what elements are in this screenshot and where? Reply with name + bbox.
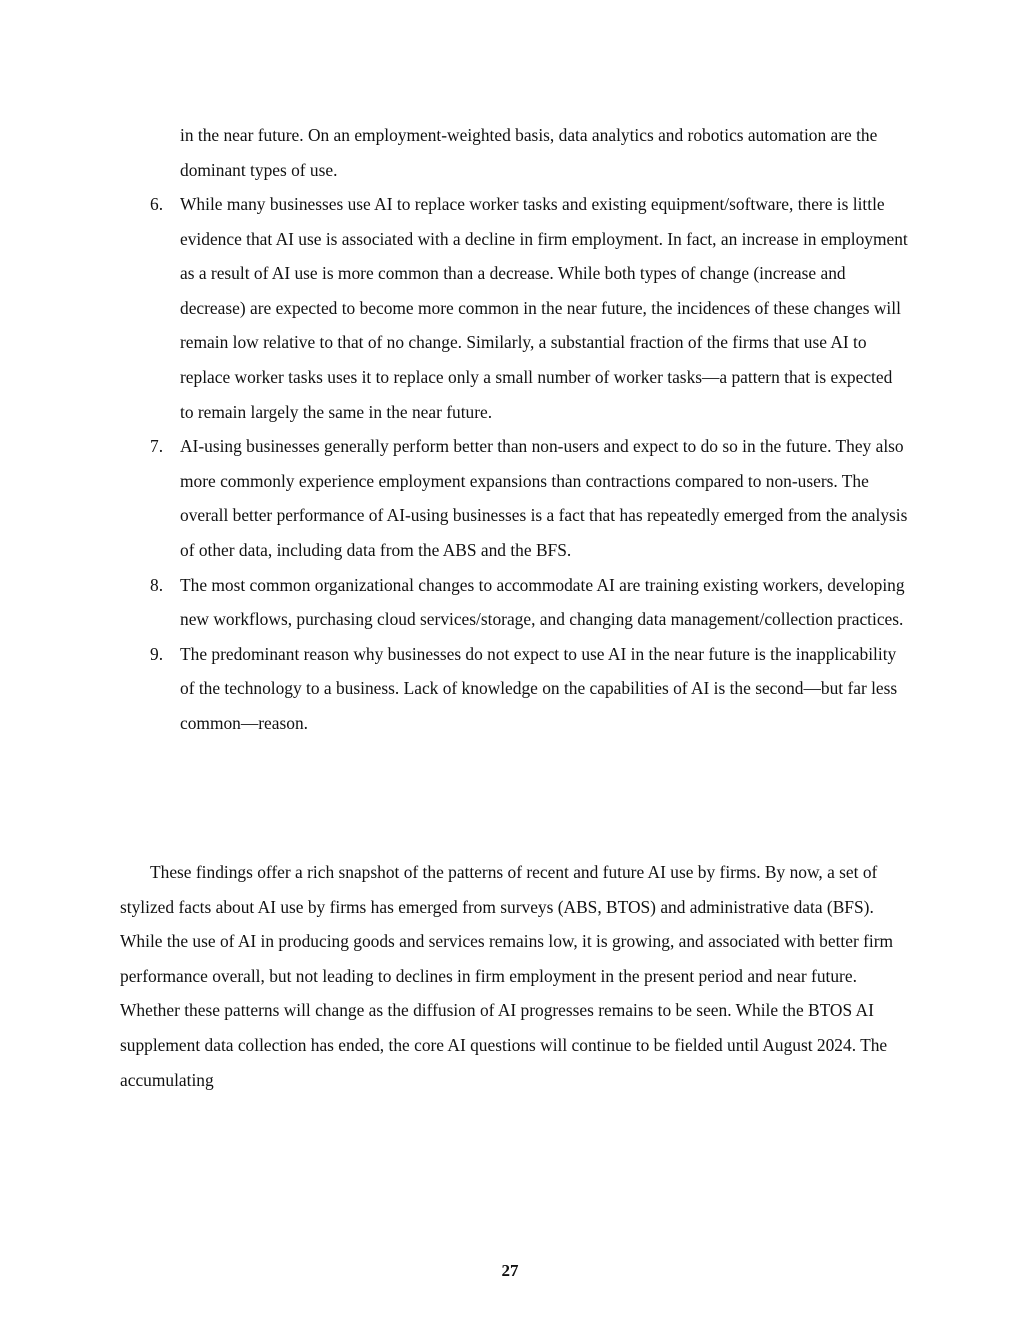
finding-text: While many businesses use AI to replace worker tasks and existing equipment/software, there is little evidence that AI use is associated with a decline in firm employment. In fact, an increase in employment as a result of AI use is more common than a decrease. While both types of change (increase and decrease) are expected to become more common in the near future, the incidences of these changes will remain low relative to that of no change. Similarly, a substantial fraction of the firms that use AI to replace worker tasks uses it to replace only a small number of worker tasks—a pattern that is expected to remain largely the same in the near future. <box>180 194 908 422</box>
finding-text: AI-using businesses generally perform better than non-users and expect to do so in the future. They also more commonly experience employment expansions than contractions compared to non-users. The overall better performance of AI-using businesses is a fact that has repeatedly emerged from the analysis of other data, including data from the ABS and the BFS. <box>180 436 908 560</box>
finding-number: 7. <box>150 436 164 457</box>
findings-list <box>0 187 1020 741</box>
page-number: 27 <box>501 1261 519 1280</box>
finding-text: The predominant reason why businesses do not expect to use AI in the near future is the inapplicability of the technology to a business. Lack of knowledge on the capabilities of AI is the second—but far less common—reason. <box>180 643 898 733</box>
finding-number: 9. <box>150 643 164 664</box>
finding-text: The most common organizational changes to accommodate AI are training existing workers, developing new workflows, purchasing cloud services/storage, and changing data management/collection practices. <box>180 574 905 630</box>
continued-list-item-text: in the near future. On an employment-weighted basis, data analytics and robotics automation are the dominant types of use. <box>180 125 878 180</box>
finding-item-9 <box>0 637 910 741</box>
finding-number: 6. <box>150 194 164 214</box>
finding-item-7 <box>0 429 910 567</box>
finding-number: 8. <box>150 574 164 595</box>
finding-item-8 <box>0 568 910 637</box>
finding-item-6 <box>0 187 910 429</box>
summary-paragraph: These findings offer a rich snapshot of the patterns of recent and future AI use by firms. By now, a set of stylized facts about AI use by firms has emerged from surveys (ABS, BTOS) and administrative data (BFS). While the use of AI in producing goods and services remains low, it is growing, and associated with better firm performance overall, but not leading to declines in firm employment in the present period and near future. Whether these patterns will change as the diffusion of AI progresses remains to be seen. While the BTOS AI supplement data collection has ended, the core AI questions will continue to be fielded until August 2024. The accumulating <box>120 862 894 1090</box>
